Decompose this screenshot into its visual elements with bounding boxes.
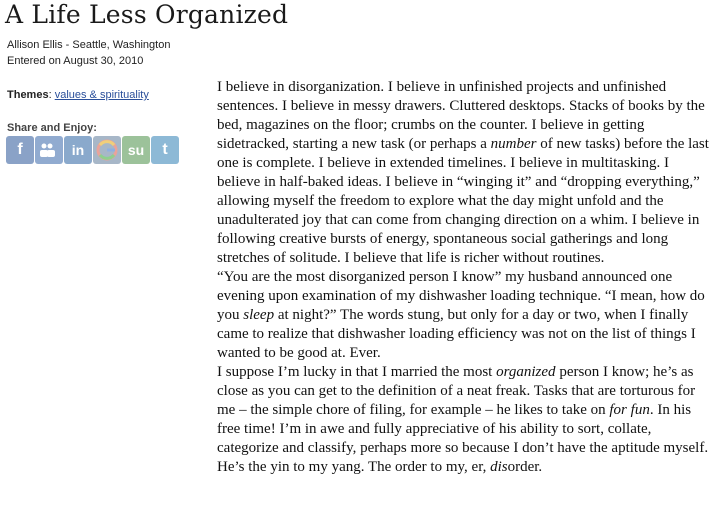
themes-row [7, 89, 149, 101]
p3-text-b: person I know; he’s as close as you can get to the definition of a neat freak. Tasks that are torturous for me – the simple chore of filing, for example – he likes to take on [217, 364, 696, 418]
themes-label: Themes [7, 89, 49, 101]
linkedin-icon[interactable]: in [64, 136, 92, 164]
entry-date: Entered on August 30, 2010 [7, 55, 144, 67]
p3-emphasis-c: dis [490, 459, 508, 475]
p2-emphasis: sleep [243, 307, 275, 323]
p1-emphasis: number [490, 136, 537, 152]
myspace-icon[interactable] [35, 136, 63, 164]
twitter-icon[interactable]: t [151, 136, 179, 164]
article-title: A Life Less Organized [5, 0, 289, 29]
p3-text-a: I suppose I’m lucky in that I married the most [217, 364, 497, 380]
p3-emphasis-a: organized [496, 364, 556, 380]
p1-text-b: of new tasks) before the last one is complete. I believe in extended timelines. I believe in multitasking. I believe in half-baked ideas. I believe in “winging it” and “dropping everything,” allowing myself the freedom to explore what the day might unfold and the unadulterated joy that can come from changing direction on a whim. I believe in following creative bursts of energy, spontaneous social gatherings and long stretches of solitude. I believe that life is richer without routines. [217, 136, 709, 266]
p2-text-b: at night?” The words stung, but only for a day or two, when I finally came to realize that dishwasher loading efficiency was not on the list of things I wanted to be good at. Ever. [217, 307, 696, 361]
themes-colon: : [48, 89, 55, 101]
themes-link[interactable]: values & spirituality [54, 89, 149, 101]
google-icon[interactable] [93, 136, 121, 164]
p3-emphasis-b: for fun [609, 402, 650, 418]
paragraph-2 [217, 268, 715, 363]
p3-text-c: . In his free time! I’m in awe and fully appreciative of his ability to sort, collate, categorize and classify, perhaps more so because I don’t have the aptitude myself. He’s the yin to my yang. The order to my, er, [217, 402, 709, 475]
p2-text-a: “You are the most disorganized person I know” my husband announced one evening upon examination of my dishwasher loading technique. “I mean, how do you [217, 269, 705, 323]
p3-text-d: order. [507, 459, 543, 475]
p1-text-a: I believe in disorganization. I believe in unfinished projects and unfinished sentences. I believe in messy drawers. Cluttered desktops. Stacks of books by the bed, magazines on the floor; crumbs on the counter. I believe in getting sidetracked, starting a new task (or perhaps a [217, 79, 705, 152]
share-label: Share and Enjoy: [7, 122, 97, 134]
article-body [217, 78, 715, 477]
paragraph-1 [217, 78, 715, 268]
stumbleupon-icon[interactable]: su [122, 136, 150, 164]
author-line: Allison Ellis - Seattle, Washington [7, 39, 171, 51]
share-icons [6, 136, 179, 164]
facebook-icon[interactable]: f [6, 136, 34, 164]
paragraph-3 [217, 363, 715, 477]
